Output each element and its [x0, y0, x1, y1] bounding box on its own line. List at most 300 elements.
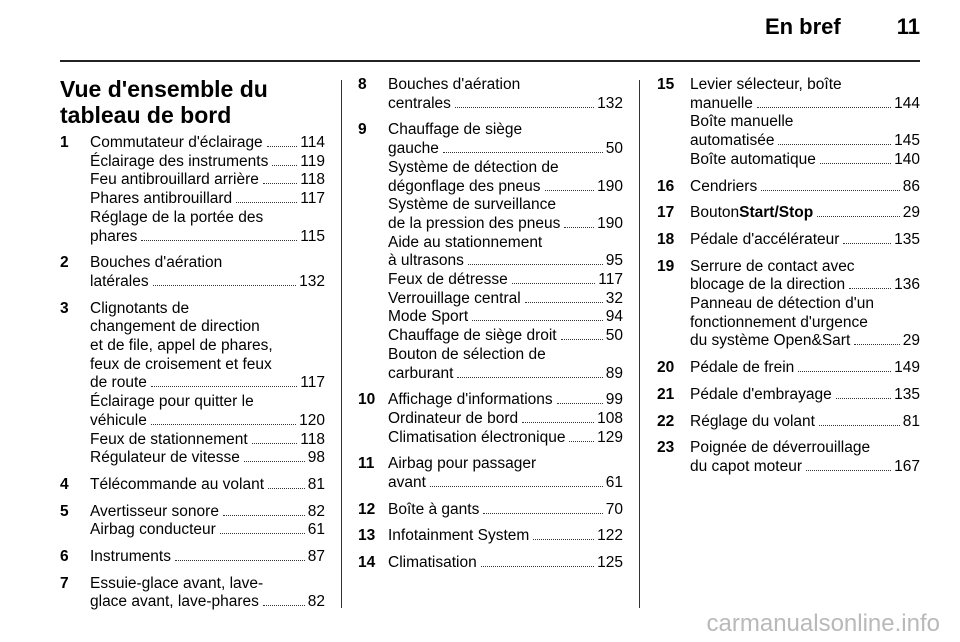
entry-text: Cendriers [690, 177, 758, 195]
dot-leader [244, 461, 305, 462]
entry-text: dégonflage des pneus [388, 177, 541, 195]
dot-leader [561, 339, 603, 340]
entry-text: Réglage du volant [690, 412, 815, 430]
entry-text: Système de détection de [388, 158, 559, 176]
entry-text: Infotainment System [388, 527, 530, 545]
item-entries [388, 76, 623, 113]
entry-text: Mode Sport [388, 308, 469, 326]
page-ref: 149 [894, 359, 920, 377]
entry-text: de route [90, 374, 147, 392]
page-ref: 167 [894, 457, 920, 475]
item-entries [388, 121, 623, 383]
entry-line [388, 474, 623, 493]
entry-line [388, 327, 623, 346]
page-ref: 136 [894, 276, 920, 294]
entry-bold-text: Start/Stop [739, 204, 814, 222]
toc-item [657, 204, 920, 223]
entry-line [388, 308, 623, 327]
page-ref: 190 [597, 214, 623, 232]
item-entries [690, 231, 920, 250]
item-number: 14 [358, 554, 376, 572]
toc-item [358, 76, 623, 113]
page-ref: 50 [605, 140, 623, 158]
entry-line [388, 501, 623, 520]
toc-item [657, 231, 920, 250]
item-entries [690, 359, 920, 378]
entry-text: Pédale de frein [690, 359, 795, 377]
toc-item [358, 455, 623, 492]
page-ref: 117 [598, 271, 623, 289]
toc-item [657, 439, 920, 476]
item-number: 23 [657, 439, 675, 457]
entry-line [90, 431, 325, 450]
dot-leader [151, 386, 297, 387]
toc-item [60, 134, 325, 246]
item-entries [90, 254, 325, 291]
entry-line [690, 204, 920, 223]
item-number: 4 [60, 475, 69, 493]
entry-line [690, 314, 920, 333]
item-number: 12 [358, 500, 376, 518]
entry-text: Poignée de déverrouillage [690, 439, 871, 457]
entry-text: Panneau de détection d'un [690, 295, 874, 313]
item-entries [388, 455, 623, 492]
entry-text: Chauffage de siège [388, 121, 523, 139]
entry-text: Système de surveillance [388, 196, 556, 214]
dot-leader [806, 470, 891, 471]
item-entries [690, 439, 920, 476]
toc-item [657, 413, 920, 432]
entry-line [388, 391, 623, 410]
entry-text: Commutateur d'éclairage [90, 134, 263, 151]
entry-line [90, 190, 325, 209]
entry-text: Boîte manuelle [690, 113, 794, 131]
entry-text: glace avant, lave-phares [90, 593, 259, 611]
entry-line [388, 527, 623, 546]
entry-line [690, 295, 920, 314]
dot-leader [223, 515, 305, 516]
entry-line [90, 254, 325, 273]
item-number: 6 [60, 548, 69, 566]
page-ref: 145 [894, 132, 920, 150]
item-entries [388, 554, 623, 573]
entry-text: fonctionnement d'urgence [690, 313, 868, 331]
item-entries [690, 413, 920, 432]
entry-line [690, 386, 920, 405]
dot-leader [272, 165, 297, 166]
entry-text: du système Open&Sart [690, 332, 851, 350]
entry-line [690, 231, 920, 250]
entry-text: du capot moteur [690, 457, 803, 475]
entry-text: Serrure de contact avec [690, 257, 855, 275]
dot-leader [151, 424, 296, 425]
entry-line [690, 276, 920, 295]
dot-leader [522, 422, 594, 423]
toc-item [358, 554, 623, 573]
page-ref: 144 [894, 94, 920, 112]
dot-leader [481, 566, 594, 567]
dot-leader [819, 425, 900, 426]
item-number: 22 [657, 412, 675, 430]
entry-line [90, 134, 325, 153]
entry-text: feux de croisement et feux [90, 355, 272, 373]
page-ref: 82 [307, 502, 325, 520]
entry-line [90, 593, 325, 612]
entry-line [690, 332, 920, 351]
entry-text: Phares antibrouillard [90, 190, 233, 208]
entry-text: blocage de la direction [690, 276, 846, 294]
entry-line [690, 413, 920, 432]
entry-text: phares [90, 227, 138, 245]
column-2 [358, 76, 623, 581]
entry-text: Régulateur de vitesse [90, 449, 240, 467]
entry-line [690, 359, 920, 378]
entry-text: Bouton de sélection de [388, 345, 546, 363]
entry-line [90, 374, 325, 393]
page-ref: 140 [894, 150, 920, 168]
page-ref: 32 [605, 289, 623, 307]
item-entries [90, 575, 325, 612]
page-ref: 115 [300, 227, 325, 245]
dot-leader [252, 443, 298, 444]
page-ref: 129 [597, 428, 623, 446]
page-ref: 117 [300, 374, 325, 392]
entry-line [388, 290, 623, 309]
page-ref: 87 [307, 548, 325, 566]
page-header [765, 14, 920, 40]
dot-leader [843, 243, 891, 244]
entry-text: Pédale d'accélérateur [690, 230, 840, 248]
item-number: 16 [657, 177, 675, 195]
entry-line [690, 458, 920, 477]
toc-item [60, 503, 325, 540]
entry-text: Airbag pour passager [388, 455, 537, 473]
entry-line [388, 410, 623, 429]
dot-leader [525, 302, 603, 303]
page-ref: 125 [597, 554, 623, 572]
dot-leader [545, 190, 595, 191]
entry-line [388, 429, 623, 448]
page-ref: 89 [605, 364, 623, 382]
entry-text: à ultrasons [388, 252, 464, 270]
entry-text: carburant [388, 364, 454, 382]
entry-text: Boîte automatique [690, 150, 816, 168]
page-ref: 122 [597, 527, 623, 545]
item-number: 10 [358, 391, 376, 409]
item-entries [690, 178, 920, 197]
dot-leader [564, 227, 594, 228]
dot-leader [443, 152, 603, 153]
dot-leader [267, 146, 298, 147]
item-number: 17 [657, 204, 675, 222]
dot-leader [268, 488, 305, 489]
page-ref: 132 [299, 272, 325, 290]
dot-leader [430, 486, 603, 487]
entry-line [90, 300, 325, 319]
item-entries [90, 548, 325, 567]
page-ref: 95 [605, 252, 623, 270]
dot-leader [472, 320, 603, 321]
entry-text: latérales [90, 272, 149, 290]
item-entries [388, 391, 623, 447]
page-ref: 61 [307, 521, 325, 539]
entry-text: Télécommande au volant [90, 475, 265, 493]
dot-leader [263, 605, 305, 606]
entry-text: Instruments [90, 548, 171, 566]
entry-text: centrales [388, 94, 451, 112]
entry-text: de la pression des pneus [388, 214, 561, 232]
section-title [60, 76, 325, 128]
toc-item [358, 501, 623, 520]
entry-line [690, 178, 920, 197]
page-ref: 114 [300, 134, 325, 151]
toc-item [657, 178, 920, 197]
entry-line [90, 228, 325, 247]
item-entries [690, 76, 920, 170]
toc-item [358, 527, 623, 546]
page-ref: 61 [605, 474, 623, 492]
entry-line [90, 449, 325, 468]
item-entries [690, 204, 920, 223]
item-number: 8 [358, 76, 367, 93]
page-ref: 118 [300, 430, 325, 448]
item-number: 1 [60, 134, 69, 151]
dot-leader [455, 107, 594, 108]
entry-line [90, 503, 325, 522]
item-entries [388, 527, 623, 546]
item-entries [90, 503, 325, 540]
dot-leader [141, 240, 297, 241]
dot-leader [533, 539, 594, 540]
entry-line [90, 393, 325, 412]
entry-line [90, 356, 325, 375]
entry-text: véhicule [90, 411, 147, 429]
entry-text: Affichage d'informations [388, 391, 553, 409]
dot-leader [483, 513, 602, 514]
entry-line [90, 318, 325, 337]
dot-leader [263, 183, 297, 184]
entry-text: Éclairage des instruments [90, 152, 269, 170]
page-ref: 70 [605, 500, 623, 518]
item-number: 5 [60, 502, 69, 520]
column-3 [657, 76, 920, 485]
item-entries [90, 300, 325, 468]
entry-line [388, 252, 623, 271]
entry-line [388, 346, 623, 365]
dot-leader [220, 533, 305, 534]
entry-line [90, 548, 325, 567]
page-ref: 117 [300, 190, 325, 208]
entry-text: Ordinateur de bord [388, 409, 519, 427]
dot-leader [757, 107, 891, 108]
dot-leader [153, 285, 297, 286]
dot-leader [512, 283, 596, 284]
item-entries [90, 134, 325, 246]
toc-item [60, 548, 325, 567]
entry-line [690, 76, 920, 95]
entry-line [90, 575, 325, 594]
entry-text: changement de direction [90, 318, 260, 336]
page-number: 11 [896, 14, 920, 39]
entry-text: Chauffage de siège droit [388, 327, 557, 345]
dot-leader [849, 288, 891, 289]
entry-line [690, 258, 920, 277]
entry-line [388, 121, 623, 140]
entry-text: Éclairage pour quitter le [90, 393, 254, 411]
entry-text: Essuie-glace avant, lave- [90, 574, 264, 592]
entry-text: Boîte à gants [388, 500, 480, 518]
page-ref: 29 [902, 332, 920, 350]
toc-item [657, 258, 920, 352]
entry-line [388, 215, 623, 234]
entry-line [690, 132, 920, 151]
entry-line [90, 153, 325, 172]
entry-text: Avertisseur sonore [90, 502, 219, 520]
item-entries [90, 476, 325, 495]
page-ref: 29 [902, 204, 920, 222]
item-number: 2 [60, 254, 69, 272]
page-ref: 50 [605, 327, 623, 345]
entry-text: manuelle [690, 94, 753, 112]
entry-line [388, 76, 623, 95]
entry-text: gauche [388, 140, 439, 158]
item-number: 7 [60, 574, 69, 592]
item-number: 15 [657, 76, 675, 93]
entry-text: Aide au stationnement [388, 233, 543, 251]
entry-line [690, 439, 920, 458]
entry-text: Pédale d'embrayage [690, 385, 832, 403]
item-number: 9 [358, 121, 367, 139]
dot-leader [820, 163, 891, 164]
entry-text: avant [388, 474, 426, 492]
entry-line [388, 455, 623, 474]
dot-leader [836, 398, 891, 399]
entry-line [90, 521, 325, 540]
item-entries [388, 501, 623, 520]
toc-item [657, 386, 920, 405]
entry-line [388, 554, 623, 573]
dot-leader [761, 190, 900, 191]
section-title-line: Vue d'ensemble du [60, 76, 268, 102]
toc-item [60, 575, 325, 612]
column-divider [341, 80, 342, 608]
entry-line [388, 271, 623, 290]
page-ref: 119 [300, 152, 325, 170]
entry-line [388, 140, 623, 159]
entry-text: Levier sélecteur, boîte [690, 76, 842, 93]
dot-leader [798, 371, 891, 372]
dot-leader [854, 344, 900, 345]
dot-leader [569, 441, 594, 442]
toc-item [358, 121, 623, 383]
entry-line [388, 159, 623, 178]
page-ref: 81 [902, 412, 920, 430]
entry-text: Feux de stationnement [90, 430, 248, 448]
item-number: 18 [657, 230, 675, 248]
entry-line [90, 273, 325, 292]
page-ref: 94 [605, 308, 623, 326]
entry-line [90, 412, 325, 431]
entry-text: Bouton [690, 204, 740, 222]
item-number: 11 [358, 455, 375, 473]
entry-line [388, 365, 623, 384]
dot-leader [817, 216, 900, 217]
entry-line [90, 337, 325, 356]
toc-item [657, 76, 920, 170]
page-ref: 98 [307, 449, 325, 467]
entry-line [90, 476, 325, 495]
toc-item [358, 391, 623, 447]
entry-line [690, 151, 920, 170]
dot-leader [778, 144, 891, 145]
page-ref: 190 [597, 177, 623, 195]
page-ref: 86 [902, 177, 920, 195]
page-ref: 99 [605, 391, 623, 409]
page-ref: 135 [894, 385, 920, 403]
item-number: 19 [657, 257, 675, 275]
entry-text: Climatisation électronique [388, 428, 566, 446]
chapter-title: En bref [764, 14, 841, 39]
dot-leader [175, 560, 305, 561]
page-ref: 108 [597, 409, 623, 427]
dot-leader [457, 377, 602, 378]
entry-text: Réglage de la portée des [90, 208, 264, 226]
watermark: carmanualsonline.info [706, 610, 940, 637]
column-divider [639, 80, 640, 608]
toc-item [60, 254, 325, 291]
toc-item [60, 476, 325, 495]
item-number: 21 [657, 385, 675, 403]
entry-line [90, 209, 325, 228]
entry-text: Clignotants de [90, 299, 190, 317]
entry-text: Verrouillage central [388, 289, 521, 307]
dot-leader [468, 264, 603, 265]
page-ref: 82 [307, 593, 325, 611]
dot-leader [557, 403, 603, 404]
entry-line [388, 95, 623, 114]
toc-item [60, 300, 325, 468]
page-ref: 81 [307, 475, 325, 493]
page-ref: 132 [597, 94, 623, 112]
entry-line [690, 113, 920, 132]
column-1 [60, 76, 325, 620]
page-ref: 135 [894, 230, 920, 248]
dot-leader [236, 202, 297, 203]
entry-line [388, 196, 623, 215]
entry-line [90, 171, 325, 190]
page-ref: 118 [300, 171, 325, 189]
entry-text: Bouches d'aération [90, 254, 223, 272]
entry-line [388, 234, 623, 253]
toc-item [657, 359, 920, 378]
page-ref: 120 [299, 411, 325, 429]
entry-text: Feu antibrouillard arrière [90, 171, 259, 189]
entry-text: et de file, appel de phares, [90, 337, 273, 355]
item-entries [690, 258, 920, 352]
header-rule [60, 60, 920, 62]
entry-line [388, 178, 623, 197]
item-number: 3 [60, 299, 69, 317]
entry-line [690, 95, 920, 114]
item-entries [690, 386, 920, 405]
entry-text: Airbag conducteur [90, 521, 216, 539]
entry-text: Bouches d'aération [388, 76, 521, 93]
item-number: 13 [358, 527, 376, 545]
entry-text: Feux de détresse [388, 271, 508, 289]
entry-text: Climatisation [388, 554, 477, 572]
entry-text: automatisée [690, 132, 775, 150]
item-number: 20 [657, 359, 675, 377]
